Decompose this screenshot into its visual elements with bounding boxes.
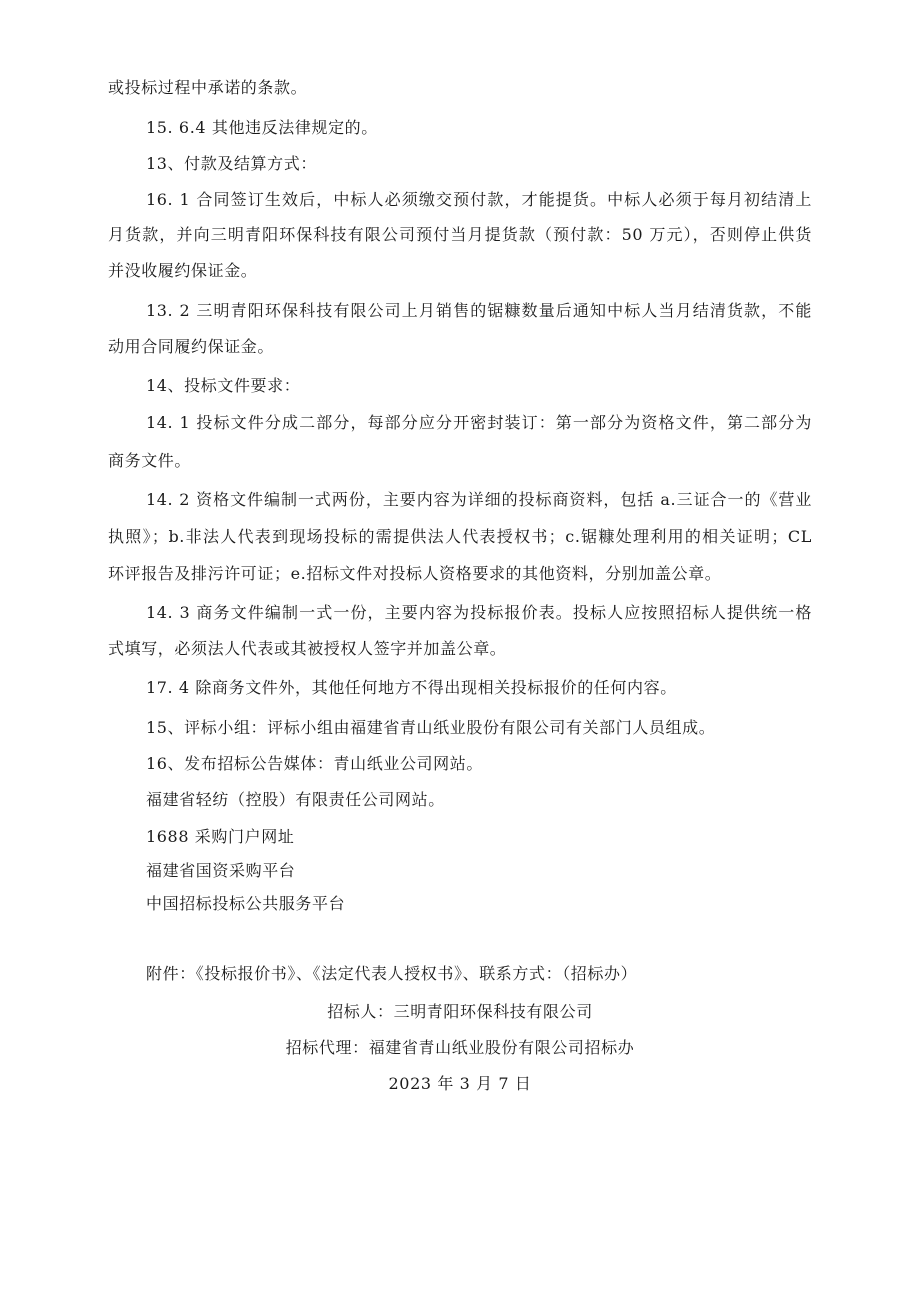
clause-16-1-line-2: 月货款，并向三明青阳环保科技有限公司预付当月提货款（预付款：50 万元），否则停止供货 bbox=[108, 225, 812, 244]
clause-14-3-line-1: 14. 3 商务文件编制一式一份，主要内容为投标报价表。投标人应按照招标人提供统一格 bbox=[146, 603, 812, 622]
paragraph-line: 或投标过程中承诺的条款。 bbox=[108, 78, 308, 97]
media-item: 福建省国资采购平台 bbox=[146, 861, 296, 880]
clause-16-1-line-1: 16. 1 合同签订生效后，中标人必须缴交预付款，才能提货。中标人必须于每月初结清上 bbox=[146, 190, 812, 209]
media-item: 中国招标投标公共服务平台 bbox=[146, 894, 346, 913]
clause-14-2-line-3: 环评报告及排污许可证；e.招标文件对投标人资格要求的其他资料，分别加盖公章。 bbox=[108, 564, 722, 583]
clause-14-3-line-2: 式填写，必须法人代表或其被授权人签字并加盖公章。 bbox=[108, 639, 507, 658]
clause-16-1-line-3: 并没收履约保证金。 bbox=[108, 261, 258, 280]
attachments-line: 附件：《投标报价书》、《法定代表人授权书》、联系方式：（招标办） bbox=[146, 964, 638, 983]
clause-14-2-line-2: 执照》；b.非法人代表到现场投标的需提供法人代表授权书；c.锯糠处理利用的相关证明；CL bbox=[108, 527, 812, 546]
media-item: 福建省轻纺（控股）有限责任公司网站。 bbox=[146, 790, 445, 809]
section-publication-media: 16、发布招标公告媒体：青山纸业公司网站。 bbox=[146, 754, 483, 773]
agent-signature: 招标代理：福建省青山纸业股份有限公司招标办 bbox=[285, 1038, 635, 1057]
clause-14-1-line-2: 商务文件。 bbox=[108, 451, 192, 470]
clause-14-1-line-1: 14. 1 投标文件分成二部分，每部分应分开密封装订：第一部分为资格文件，第二部分为 bbox=[146, 413, 812, 432]
media-item: 1688 采购门户网址 bbox=[146, 827, 295, 846]
section-evaluation-panel: 15、评标小组：评标小组由福建省青山纸业股份有限公司有关部门人员组成。 bbox=[146, 718, 716, 737]
clause-13-2-line-2: 动用合同履约保证金。 bbox=[108, 337, 275, 356]
clause-14-2-line-1: 14. 2 资格文件编制一式两份，主要内容为详细的投标商资料，包括 a.三证合一的《营业 bbox=[146, 490, 812, 509]
clause-17-4: 17. 4 除商务文件外，其他任何地方不得出现相关投标报价的任何内容。 bbox=[146, 678, 677, 697]
section-heading-bid-documents: 14、投标文件要求： bbox=[146, 376, 301, 395]
tenderer-signature: 招标人：三明青阳环保科技有限公司 bbox=[327, 1002, 593, 1021]
document-date: 2023 年 3 月 7 日 bbox=[388, 1074, 532, 1093]
clause-13-2-line-1: 13. 2 三明青阳环保科技有限公司上月销售的锯糠数量后通知中标人当月结清货款，不能 bbox=[146, 301, 812, 320]
clause-15-6-4: 15. 6.4 其他违反法律规定的。 bbox=[146, 118, 378, 137]
section-heading-payment: 13、付款及结算方式： bbox=[146, 154, 317, 173]
